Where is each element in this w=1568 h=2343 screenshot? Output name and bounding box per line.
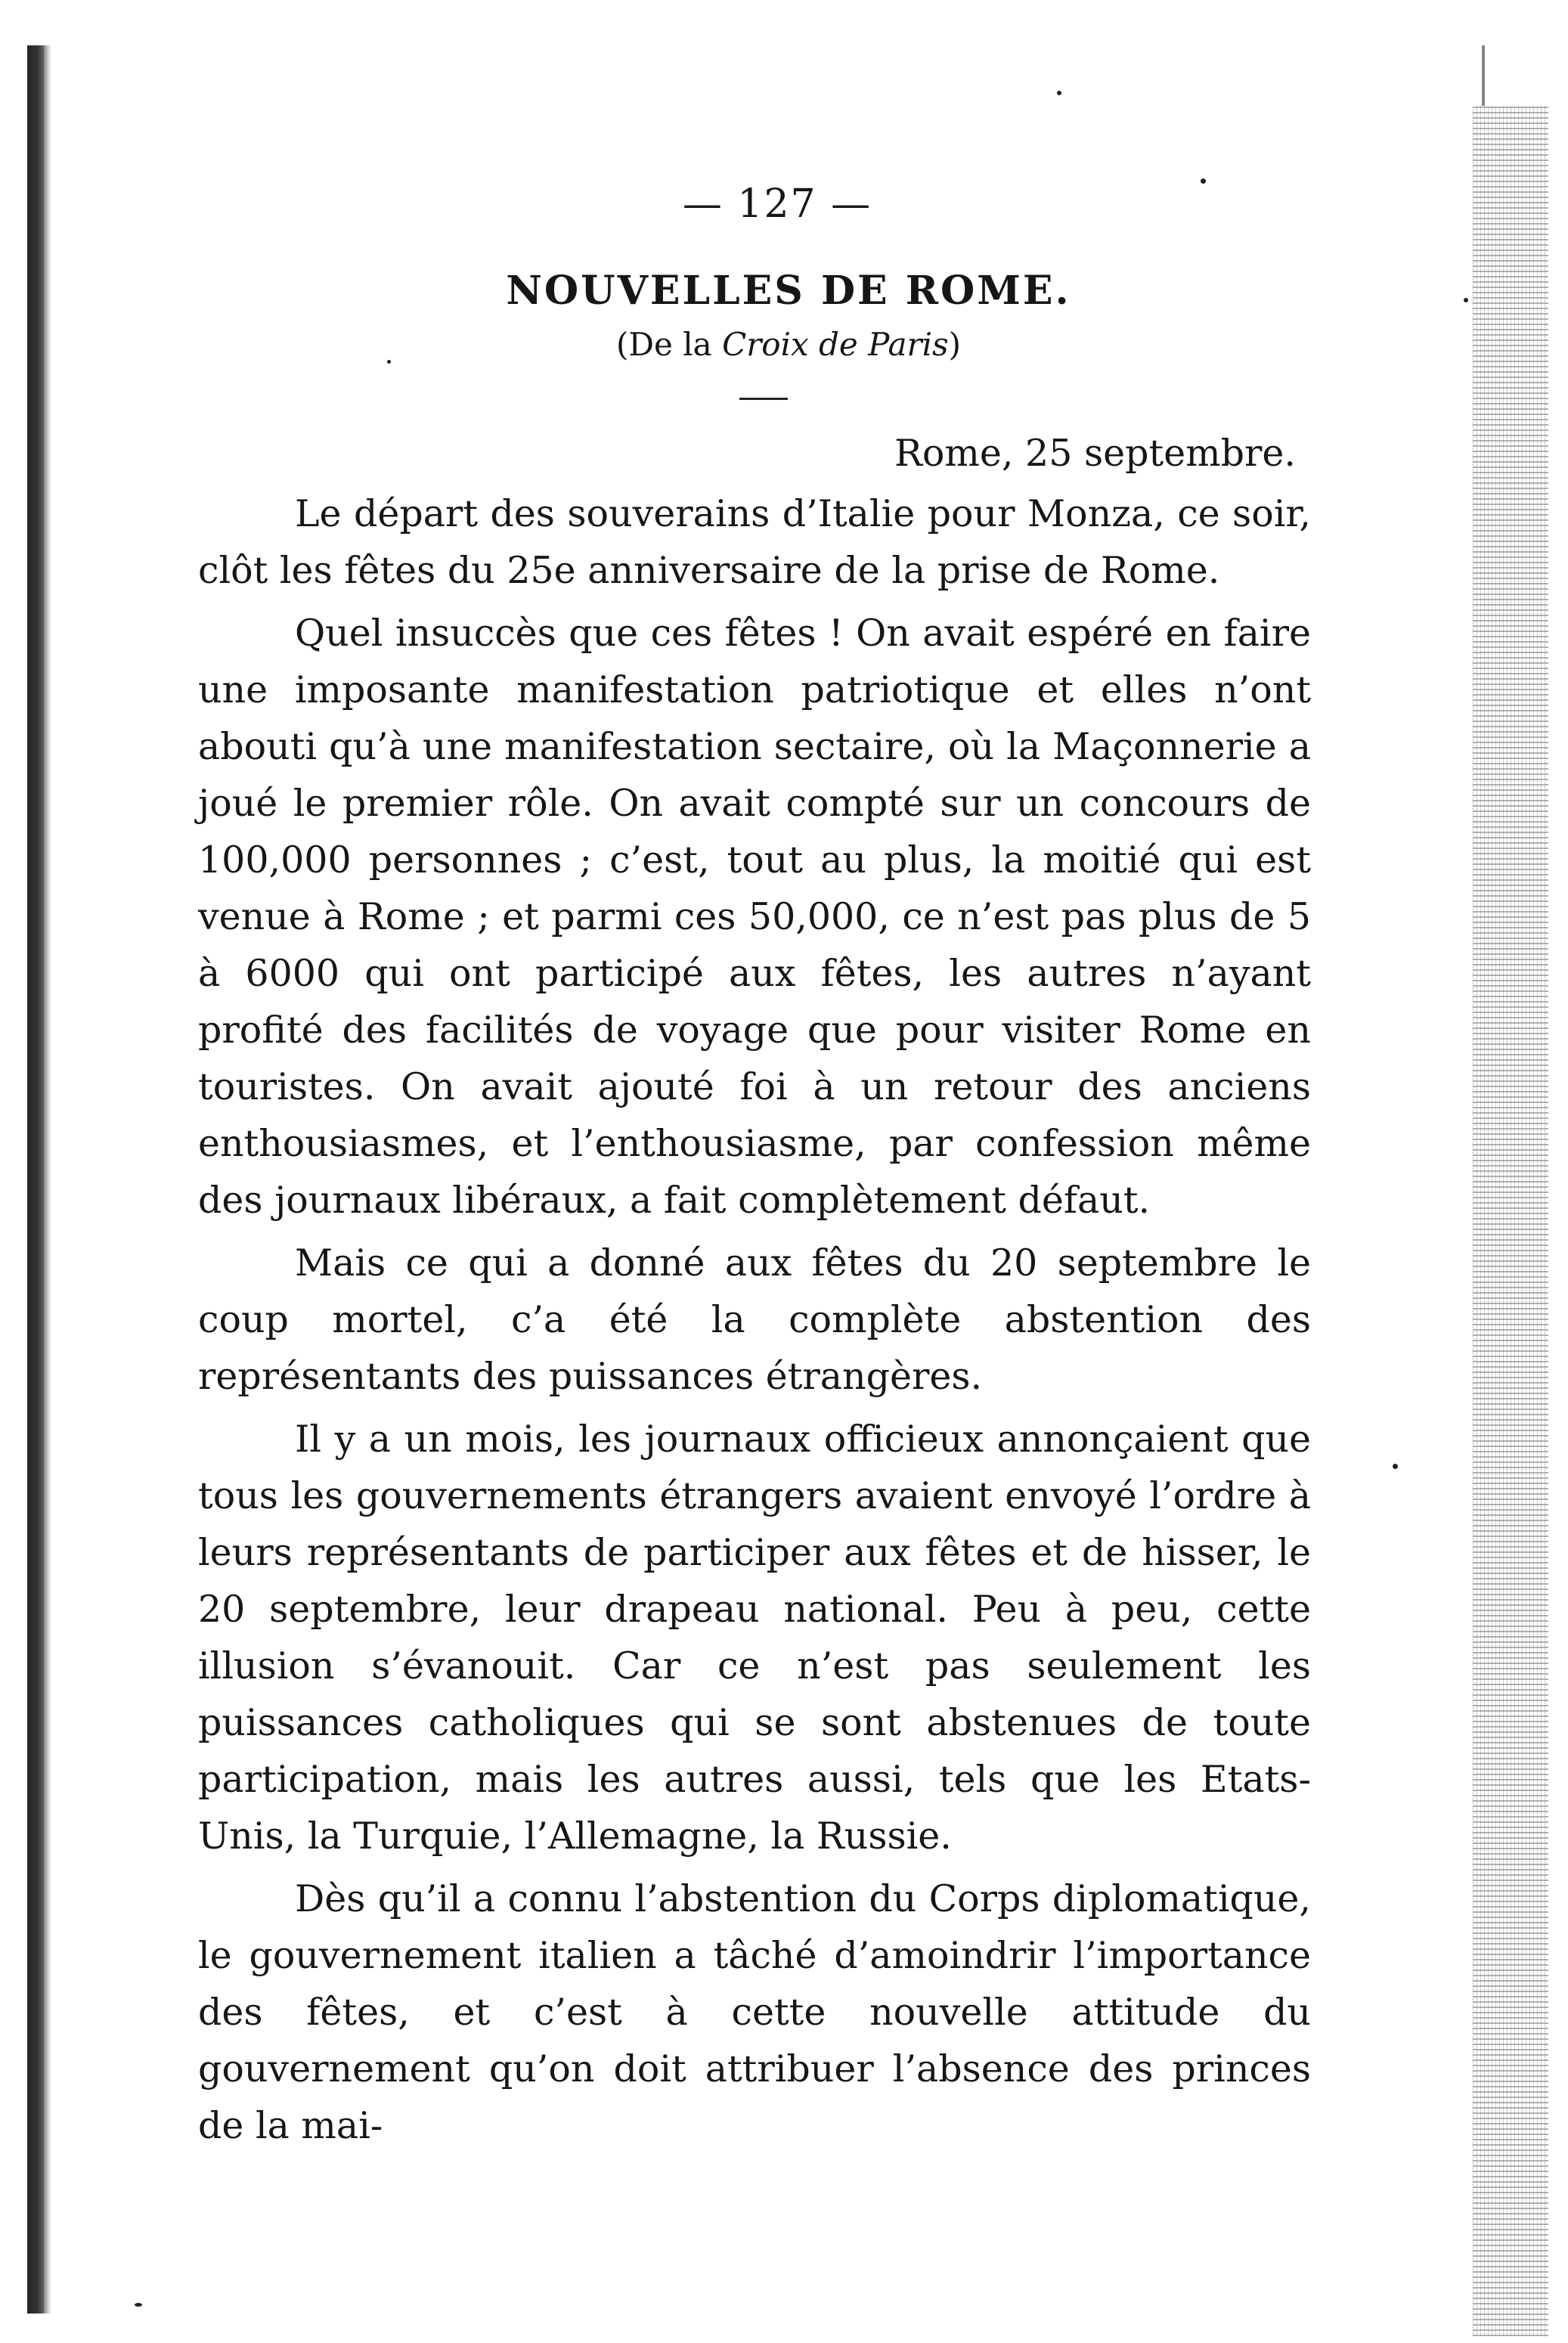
article-source bbox=[198, 326, 1311, 363]
source-prefix: (De la bbox=[615, 326, 723, 363]
scan-speck bbox=[135, 2303, 142, 2307]
scan-speck bbox=[1393, 1464, 1398, 1469]
page-number: — 127 — bbox=[682, 181, 872, 227]
paragraph: Dès qu’il a connu l’abstention du Corps diplomatique, le gouvernement italien a tâché d’amoindrir l’importance des fêtes, et c’est à cette nouvelle attitude du gouvernement qu’on doit attribuer l’absence des princes de la mai- bbox=[198, 1877, 1311, 2147]
scan-binding-fade bbox=[44, 45, 51, 2314]
page-content bbox=[198, 181, 1311, 2160]
paragraph: Quel insuccès que ces fêtes ! On avait espéré en faire une imposante manifestation patriotique et elles n’ont abouti qu’à une manifestation sectaire, où la Maçonnerie a joué le premier rôle. On avait compté sur un concours de 100,000 personnes ; c’est, tout au plus, la moitié qui est venue à Rome ; et parmi ces 50,000, ce n’est pas plus de 5 à 6000 qui ont participé aux fêtes, les autres n’ayant profité des facilités de voyage que pour visiter Rome en touristes. On avait ajouté foi à un retour des anciens enthousiasmes, et l’enthousiasme, par confession même des journaux libéraux, a fait complètement défaut. bbox=[198, 612, 1311, 1222]
paragraph: Mais ce qui a donné aux fêtes du 20 septembre le coup mortel, c’a été la complète abstention des représentants des puissances étrangères. bbox=[198, 1241, 1311, 1398]
scan-binding-shadow bbox=[27, 45, 44, 2314]
article-title: NOUVELLES DE ROME. bbox=[506, 268, 1071, 314]
scan-page-edge bbox=[1473, 106, 1548, 2336]
source-suffix: ) bbox=[948, 326, 962, 363]
paragraph: Il y a un mois, les journaux officieux annonçaient que tous les gouvernements étrangers avaient envoyé l’ordre à leurs représentants de participer aux fêtes et de hisser, le 20 septembre, leur drapeau national. Peu à peu, cette illusion s’évanouit. Car ce n’est pas seulement les puissances catholiques qui se sont abstenues de toute participation, mais les autres aussi, tels que les Etats-Unis, la Turquie, l’Allemagne, la Russie. bbox=[198, 1418, 1311, 1858]
scan-speck bbox=[1464, 298, 1468, 302]
scan-edge-mark bbox=[1482, 45, 1485, 106]
title-rule bbox=[739, 398, 788, 400]
paragraph: Le départ des souverains d’Italie pour Monza, ce soir, clôt les fêtes du 25e anniversaire de la prise de Rome. bbox=[198, 492, 1311, 592]
source-publication: Croix de Paris bbox=[722, 326, 949, 363]
dateline: Rome, 25 septembre. bbox=[894, 432, 1296, 475]
scan-speck bbox=[1057, 91, 1061, 95]
